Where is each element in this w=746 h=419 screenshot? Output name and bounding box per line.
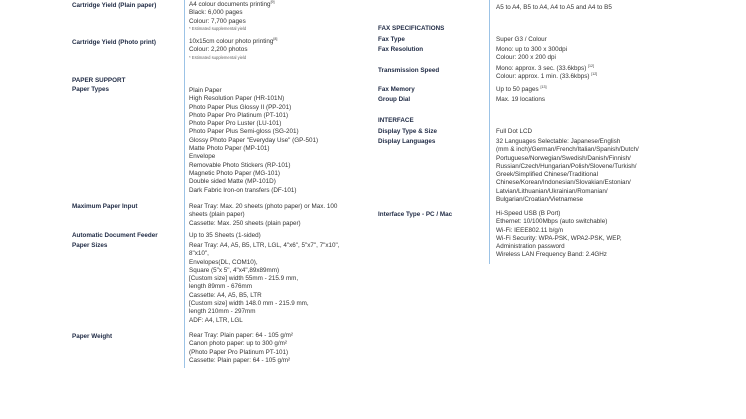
group-dial-value: Max. 19 locations bbox=[496, 96, 546, 103]
fax-type-value: Super G3 / Colour bbox=[496, 36, 547, 43]
fax-specifications-heading: FAX SPECIFICATIONS bbox=[378, 25, 445, 32]
cartridge-yield-photo-label: Cartridge Yield (Photo print) bbox=[72, 39, 156, 46]
display-type-label: Display Type & Size bbox=[378, 128, 438, 135]
interface-heading: INTERFACE bbox=[378, 117, 414, 124]
cartridge-yield-plain-label: Cartridge Yield (Plain paper) bbox=[72, 2, 157, 9]
max-paper-input-label: Maximum Paper Input bbox=[72, 203, 138, 210]
fax-type-label: Fax Type bbox=[378, 36, 405, 43]
adf-label: Automatic Document Feeder bbox=[72, 232, 158, 239]
fax-memory-value: Up to 50 pages [13] bbox=[496, 84, 547, 93]
paper-sizes-value: Rear Tray: A4, A5, B5, LTR, LGL, 4"x6", 5"x7", 7"x10", 8"x10", Envelopes(DL, COM10), Square (5"x 5", 4"x4",89x89mm) [Custom size] width 55mm - 215.9 mm, length 89mm - 676mm Cassette: A4, A5, B5, LTR [Custom size] width 148.0 mm - 215.9 mm, length 210mm - 297mm ADF: A4, LTR, LGL bbox=[189, 242, 340, 324]
display-languages-label: Display Languages bbox=[378, 138, 436, 145]
copy-reduction-line: A5 to A4, B5 to A4, A4 to A5 and A4 to B5 bbox=[496, 4, 612, 11]
paper-weight-label: Paper Weight bbox=[72, 333, 113, 340]
fax-memory-label: Fax Memory bbox=[378, 86, 415, 93]
paper-types-value: Plain Paper High Resolution Paper (HR-101N) Photo Paper Plus Glossy II (PP-201) Photo Paper Pro Platinum (PT-101) Photo Paper Pro Luster (LU-101) Photo Paper Plus Semi-gloss (SG-201) Glossy Photo Paper "Everyday Use" (GP-501) Matte Photo Paper (MP-101) Envelope Removable Photo Stickers (RP-101) Magnetic Photo Paper (MG-101) Double sided Matte (MP-101D) Dark Fabric Iron-on transfers (DF-101) bbox=[189, 87, 319, 194]
transmission-speed-label: Transmission Speed bbox=[378, 67, 440, 74]
transmission-speed-value: Mono: approx. 3 sec. (33.6kbps) [12] Colour: approx. 1 min. (33.6kbps) [12] bbox=[496, 63, 598, 81]
fax-resolution-value: Mono: up to 300 x 300dpi Colour: 200 x 200 dpi bbox=[496, 46, 568, 62]
display-type-value: Full Dot LCD bbox=[496, 128, 533, 135]
paper-types-label: Paper Types bbox=[72, 86, 109, 93]
fax-resolution-label: Fax Resolution bbox=[378, 46, 424, 53]
paper-sizes-label: Paper Sizes bbox=[72, 242, 108, 249]
left-column-rule bbox=[184, 0, 185, 368]
interface-type-label: Interface Type - PC / Mac bbox=[378, 211, 453, 218]
cartridge-yield-photo-value: 10x15cm colour photo printing[8] Colour: 2,200 photos * Estimated supplemental yield bbox=[189, 36, 278, 60]
paper-weight-value: Rear Tray: Plain paper: 64 - 105 g/m² Canon photo paper: up to 300 g/m² (Photo Paper Pro Platinum PT-101) Cassette: Plain paper: 64 - 105 g/m² bbox=[189, 332, 293, 364]
max-paper-input-value: Rear Tray: Max. 20 sheets (photo paper) or Max. 100 sheets (plain paper) Cassette: Max. 250 sheets (plain paper) bbox=[189, 203, 338, 227]
group-dial-label: Group Dial bbox=[378, 96, 411, 103]
adf-value: Up to 35 Sheets (1-sided) bbox=[189, 232, 261, 239]
display-languages-value: 32 Languages Selectable: Japanese/English (mm & inch)/German/French/Italian/Spanish/Dutch/ Portuguese/Norwegian/Swedish/Danish/Finnish/ Russian/Czech/Hungarian/Polish/Slovene/Turkish/ Greek/Simplified Chinese/Traditional Chinese/Korean/Indonesian/Slovakian/Estonian/ Latvian/Lithuanian/Ukrainian/Romanian/ Bulgarian/Croatian/Vietnamese bbox=[496, 138, 639, 204]
interface-type-value: Hi-Speed USB (B Port) Ethernet: 10/100Mbps (auto switchable) Wi-Fi: IEEE802.11 b/g/n Wi-Fi Security: WPA-PSK, WPA2-PSK, WEP, Administration password Wireless LAN Frequency Band: 2.4GHz bbox=[496, 210, 622, 259]
right-column-rule bbox=[489, 0, 490, 264]
paper-support-heading: PAPER SUPPORT bbox=[72, 77, 126, 84]
cartridge-yield-plain-value: A4 colour documents printing[9] Black: 6,000 pages Colour: 7,700 pages * Estimated supplemental yield bbox=[189, 0, 275, 31]
